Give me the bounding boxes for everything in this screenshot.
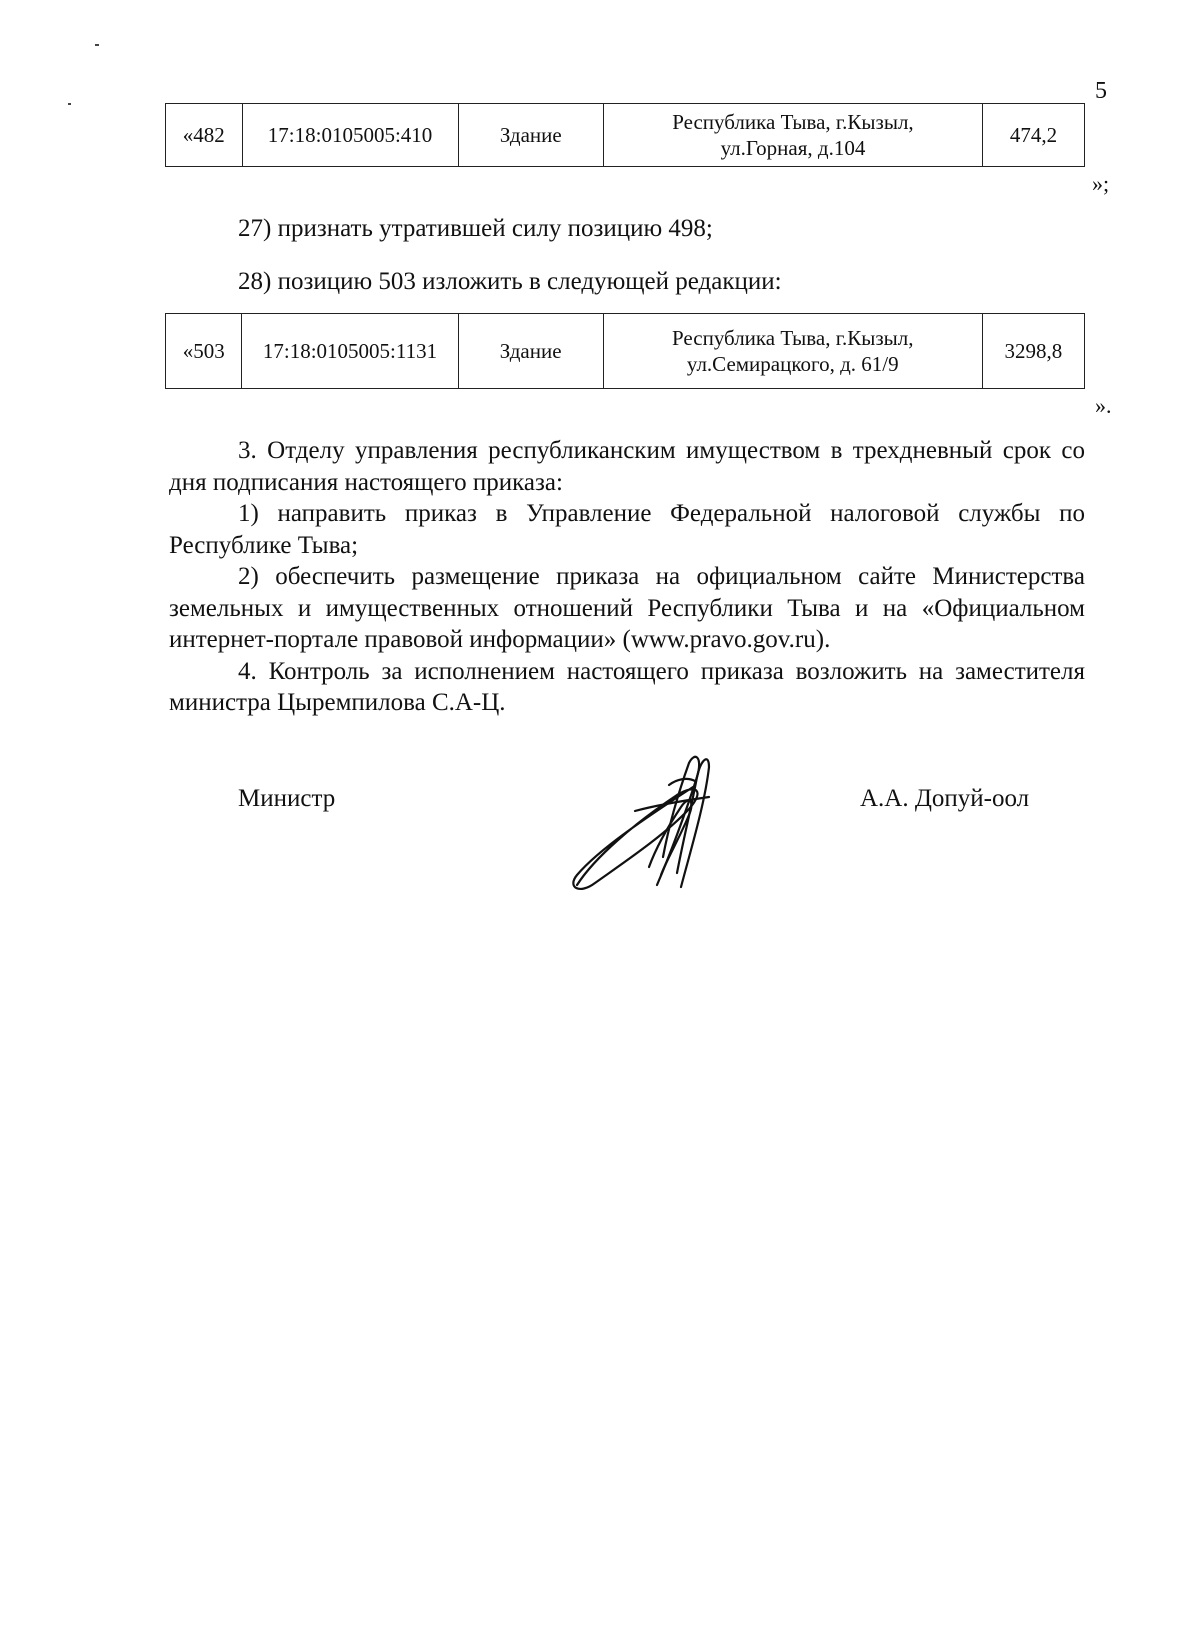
cadastral-number-cell: 17:18:0105005:410 <box>242 104 458 167</box>
signatory-title: Министр <box>238 785 336 812</box>
address-line: Республика Тыва, г.Кызыл, <box>672 110 914 134</box>
scan-artifact <box>95 44 99 46</box>
scan-artifact <box>68 103 71 105</box>
paragraph-3: 3. Отделу управления республиканским имуществом в трехдневный срок со дня подписания настоящего приказа: <box>169 437 1085 496</box>
paragraph-3-1: 1) направить приказ в Управление Федеральной налоговой службы по Республике Тыва; <box>169 500 1085 559</box>
address-cell <box>603 314 982 389</box>
table-row <box>166 104 1085 167</box>
signatory-name: А.А. Допуй-оол <box>860 785 1030 812</box>
handwritten-signature <box>565 745 735 895</box>
address-line: ул.Семирацкого, д. 61/9 <box>686 352 899 376</box>
table-row <box>166 314 1085 389</box>
paragraph-3-2: 2) обеспечить размещение приказа на официальном сайте Министерства земельных и имущественных отношений Республики Тыва и на «Официальном интернет-портале правовой информации» (www.pravo.gov.ru). <box>169 563 1085 653</box>
page-number: 5 <box>1095 78 1107 104</box>
object-type-cell: Здание <box>458 104 603 167</box>
position-cell: «482 <box>166 104 243 167</box>
item-28: 28) позицию 503 изложить в следующей редакции: <box>238 268 782 295</box>
order-body <box>169 435 1085 719</box>
closing-quote: ». <box>1095 393 1112 418</box>
closing-quote: »; <box>1092 171 1110 196</box>
area-cell: 474,2 <box>982 104 1084 167</box>
area-cell: 3298,8 <box>982 314 1084 389</box>
position-cell: «503 <box>166 314 242 389</box>
paragraph-4: 4. Контроль за исполнением настоящего приказа возложить на заместителя министра Цыремпилова С.А-Ц. <box>169 657 1085 716</box>
item-27: 27) признать утратившей силу позицию 498; <box>238 215 713 242</box>
address-cell <box>603 104 982 167</box>
property-table-503 <box>165 313 1085 389</box>
object-type-cell: Здание <box>458 314 603 389</box>
cadastral-number-cell: 17:18:0105005:1131 <box>242 314 458 389</box>
address-line: Республика Тыва, г.Кызыл, <box>672 326 914 350</box>
property-table-482 <box>165 103 1085 167</box>
address-line: ул.Горная, д.104 <box>720 136 866 160</box>
